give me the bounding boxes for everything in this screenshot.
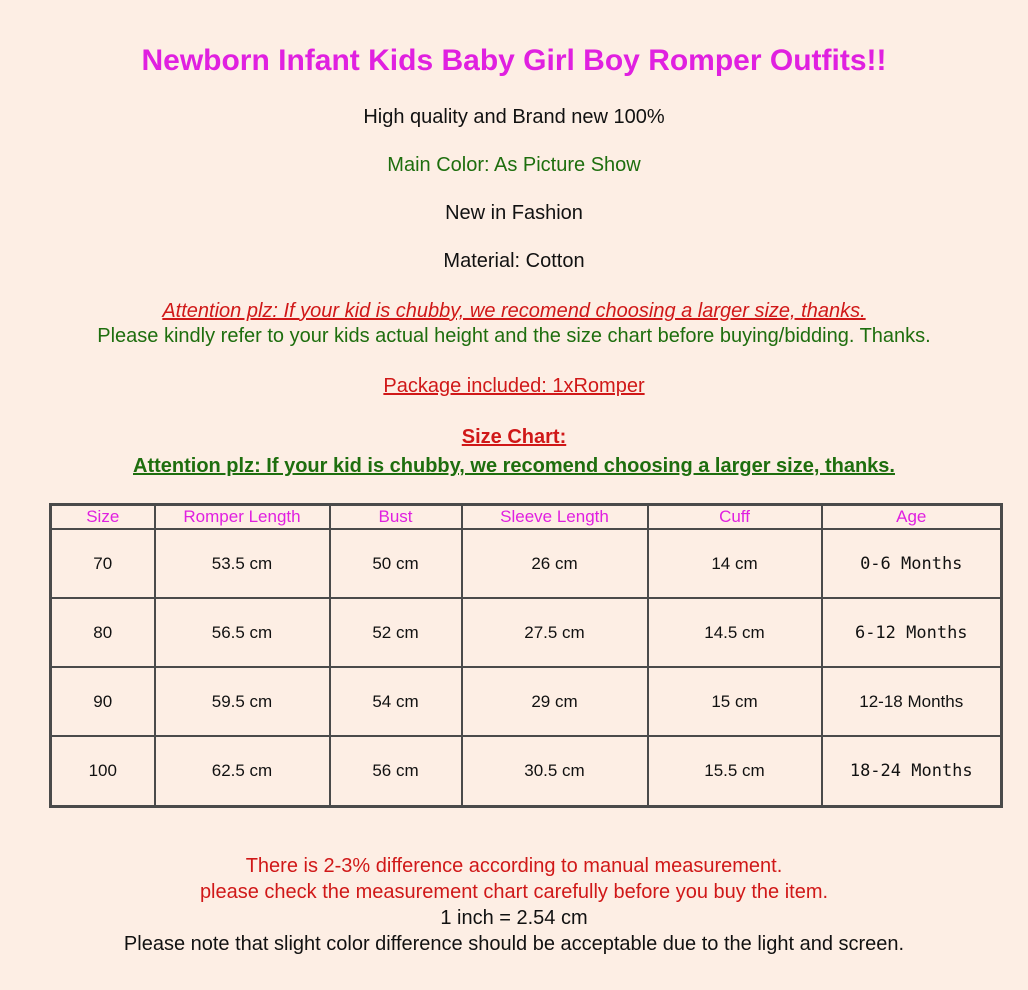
measurement-difference-note: There is 2-3% difference according to manual measurement. xyxy=(245,855,783,877)
cell-size: 100 xyxy=(51,736,155,807)
material-text: Material: Cotton xyxy=(443,250,585,272)
cell-sleeve-length: 26 cm xyxy=(462,529,648,598)
cell-cuff: 15.5 cm xyxy=(648,736,822,807)
header-cuff: Cuff xyxy=(648,505,822,530)
table-row xyxy=(51,667,1002,736)
attention-note-green: Attention plz: If your kid is chubby, we recomend choosing a larger size, thanks. xyxy=(133,455,895,477)
cell-age: 6-12 Months xyxy=(822,598,1002,667)
inch-conversion: 1 inch = 2.54 cm xyxy=(440,907,588,929)
cell-romper-length: 62.5 cm xyxy=(155,736,330,807)
cell-age: 18-24 Months xyxy=(822,736,1002,807)
header-romper-length: Romper Length xyxy=(155,505,330,530)
attention-note-red: Attention plz: If your kid is chubby, we recomend choosing a larger size, thanks. xyxy=(162,300,866,322)
cell-size: 80 xyxy=(51,598,155,667)
cell-bust: 52 cm xyxy=(330,598,462,667)
cell-cuff: 14 cm xyxy=(648,529,822,598)
table-row xyxy=(51,598,1002,667)
cell-size: 70 xyxy=(51,529,155,598)
cell-bust: 56 cm xyxy=(330,736,462,807)
cell-romper-length: 59.5 cm xyxy=(155,667,330,736)
main-color-text: Main Color: As Picture Show xyxy=(387,154,641,176)
cell-size: 90 xyxy=(51,667,155,736)
header-sleeve-length: Sleeve Length xyxy=(462,505,648,530)
fashion-text: New in Fashion xyxy=(445,202,583,224)
header-age: Age xyxy=(822,505,1002,530)
package-included: Package included: 1xRomper xyxy=(383,375,645,397)
table-row xyxy=(51,529,1002,598)
cell-romper-length: 53.5 cm xyxy=(155,529,330,598)
cell-sleeve-length: 29 cm xyxy=(462,667,648,736)
page-title: Newborn Infant Kids Baby Girl Boy Romper Outfits!! xyxy=(141,44,887,77)
size-chart-table xyxy=(49,503,1003,808)
refer-note: Please kindly refer to your kids actual height and the size chart before buying/bidding. Thanks. xyxy=(97,325,931,347)
cell-age: 12-18 Months xyxy=(822,667,1002,736)
table-row xyxy=(51,736,1002,807)
header-bust: Bust xyxy=(330,505,462,530)
table-header-row xyxy=(51,505,1002,530)
color-difference-note: Please note that slight color difference should be acceptable due to the light and screen. xyxy=(123,933,905,955)
cell-age: 0-6 Months xyxy=(822,529,1002,598)
cell-romper-length: 56.5 cm xyxy=(155,598,330,667)
header-size: Size xyxy=(51,505,155,530)
cell-sleeve-length: 30.5 cm xyxy=(462,736,648,807)
check-chart-note: please check the measurement chart carefully before you buy the item. xyxy=(199,881,829,903)
cell-bust: 50 cm xyxy=(330,529,462,598)
quality-text: High quality and Brand new 100% xyxy=(363,106,665,128)
cell-cuff: 15 cm xyxy=(648,667,822,736)
cell-bust: 54 cm xyxy=(330,667,462,736)
cell-sleeve-length: 27.5 cm xyxy=(462,598,648,667)
size-chart-heading: Size Chart: xyxy=(461,426,567,448)
cell-cuff: 14.5 cm xyxy=(648,598,822,667)
